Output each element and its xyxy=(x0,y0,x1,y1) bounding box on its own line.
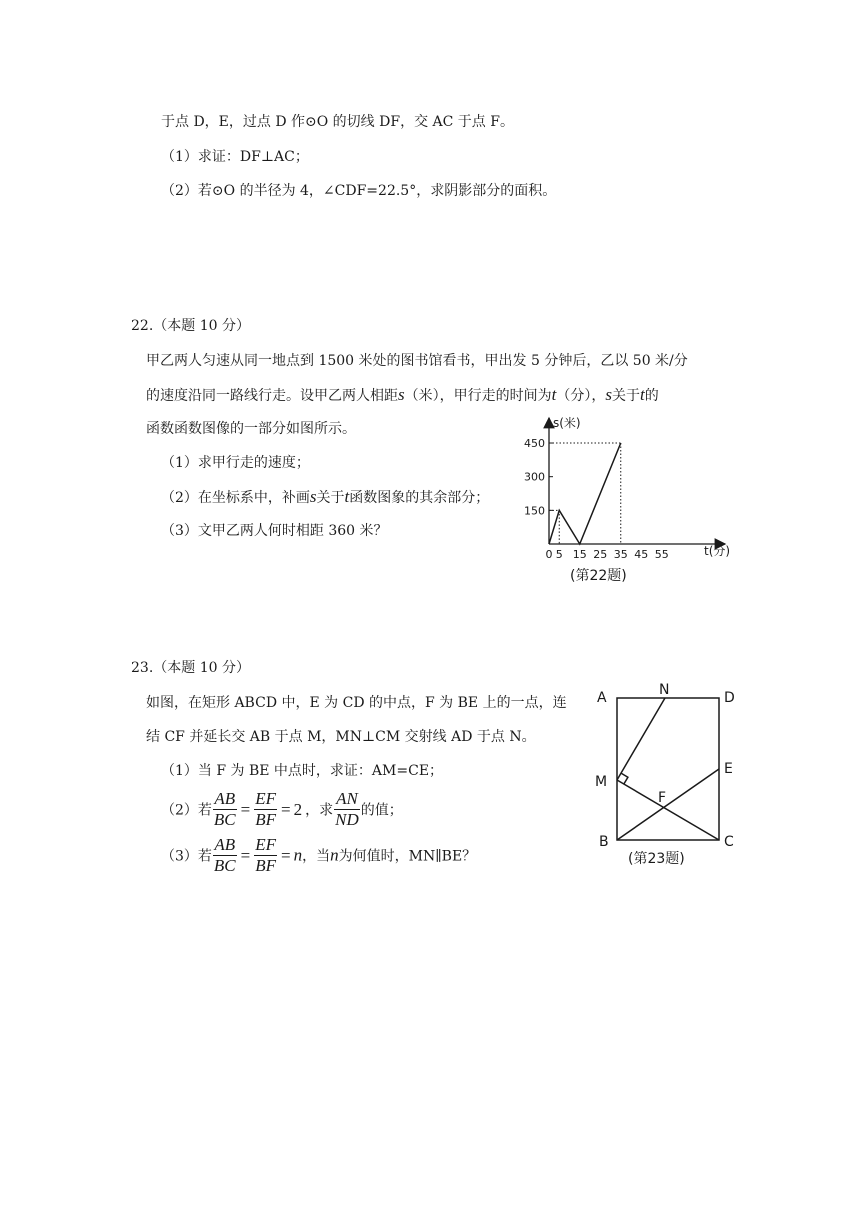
y-tick-label: 300 xyxy=(524,470,545,484)
x-tick-label: 55 xyxy=(654,548,669,561)
q23-part3: （3）若 $\frac{AB}{BC}$ = $\frac{EF}{BF}$ = n，当n为何值时，MN∥BE？ xyxy=(161,835,477,875)
y-tick-label: 450 xyxy=(524,437,545,451)
x-tick-label: 15 xyxy=(572,548,587,561)
q22-part3: （3）文甲乙两人何时相距 360 米？ xyxy=(161,523,388,539)
q22-heading: 22.（本题 10 分） xyxy=(131,318,250,334)
q23-part1: （1）当 F 为 BE 中点时，求证：AM=CE； xyxy=(161,763,444,779)
fraction-ef-bf: $\frac{EF}{BF}$ xyxy=(255,789,277,829)
label-e: E xyxy=(724,761,733,777)
fraction-ab-bc: $\frac{AB}{BC}$ xyxy=(213,789,236,829)
label-d: D xyxy=(724,690,735,706)
y-tick-label: 150 xyxy=(524,504,545,518)
q21-part1: （1）求证：DF⊥AC； xyxy=(161,149,309,165)
q23-heading: 23.（本题 10 分） xyxy=(131,660,250,676)
segment-mn xyxy=(617,698,665,780)
chart-caption: (第22题) xyxy=(570,568,627,584)
label-a: A xyxy=(597,690,607,706)
fraction-ef-bf-2: $\frac{EF}{BF}$ xyxy=(255,835,277,875)
q22-part1: （1）求甲行走的速度； xyxy=(161,455,310,471)
x-tick-label: 35 xyxy=(613,548,628,561)
x-tick-label: 45 xyxy=(634,548,649,561)
x-tick-label: 0 xyxy=(545,548,553,561)
q23-p1: 如图，在矩形 ABCD 中，E 为 CD 的中点，F 为 BE 上的一点，连 xyxy=(146,695,567,711)
q22-p1: 甲乙两人匀速从同一地点到 1500 米处的图书馆看书，甲出发 5 分钟后，乙以 50 米/分 xyxy=(146,353,688,369)
q22-p3: 函数函数图像的一部分如图所示。 xyxy=(146,421,356,437)
q23-p2: 结 CF 并延长交 AB 于点 M，MN⊥CM 交射线 AD 于点 N。 xyxy=(146,729,536,745)
label-n: N xyxy=(659,682,670,698)
q23-figure xyxy=(590,680,750,872)
x-tick-label: 5 xyxy=(555,548,563,561)
y-axis-label: s(米) xyxy=(553,416,581,430)
q22-part2: （2）在坐标系中，补画s关于t函数图象的其余部分； xyxy=(161,487,490,506)
rectangle-abcd xyxy=(617,698,719,840)
q22-p2: 的速度沿同一路线行走。设甲乙两人相距s（米），甲行走的时间为t（分），s关于t的 xyxy=(146,385,659,404)
fraction-ab-bc-2: $\frac{AB}{BC}$ xyxy=(213,835,236,875)
label-m: M xyxy=(595,774,608,790)
x-axis-label: t(分) xyxy=(704,544,731,558)
label-f: F xyxy=(658,790,667,806)
figure-caption: (第23题) xyxy=(628,851,685,867)
q23-part2: （2）若 $\frac{AB}{BC}$ = $\frac{EF}{BF}$ = 2 ，求 $\frac{AN}{ND}$ 的值； xyxy=(161,789,403,829)
x-tick-label: 25 xyxy=(593,548,608,561)
q22-chart xyxy=(520,408,740,588)
segment-mc xyxy=(617,780,719,840)
label-b: B xyxy=(599,834,609,850)
q21-part2: （2）若⊙O 的半径为 4，∠CDF=22.5°，求阴影部分的面积。 xyxy=(161,183,557,199)
q21-line1: 于点 D，E，过点 D 作⊙O 的切线 DF，交 AC 于点 F。 xyxy=(161,114,514,130)
segment-be xyxy=(617,769,719,840)
label-c: C xyxy=(724,834,734,850)
series-line xyxy=(549,443,621,544)
fraction-an-nd: $\frac{AN}{ND}$ xyxy=(335,789,359,829)
